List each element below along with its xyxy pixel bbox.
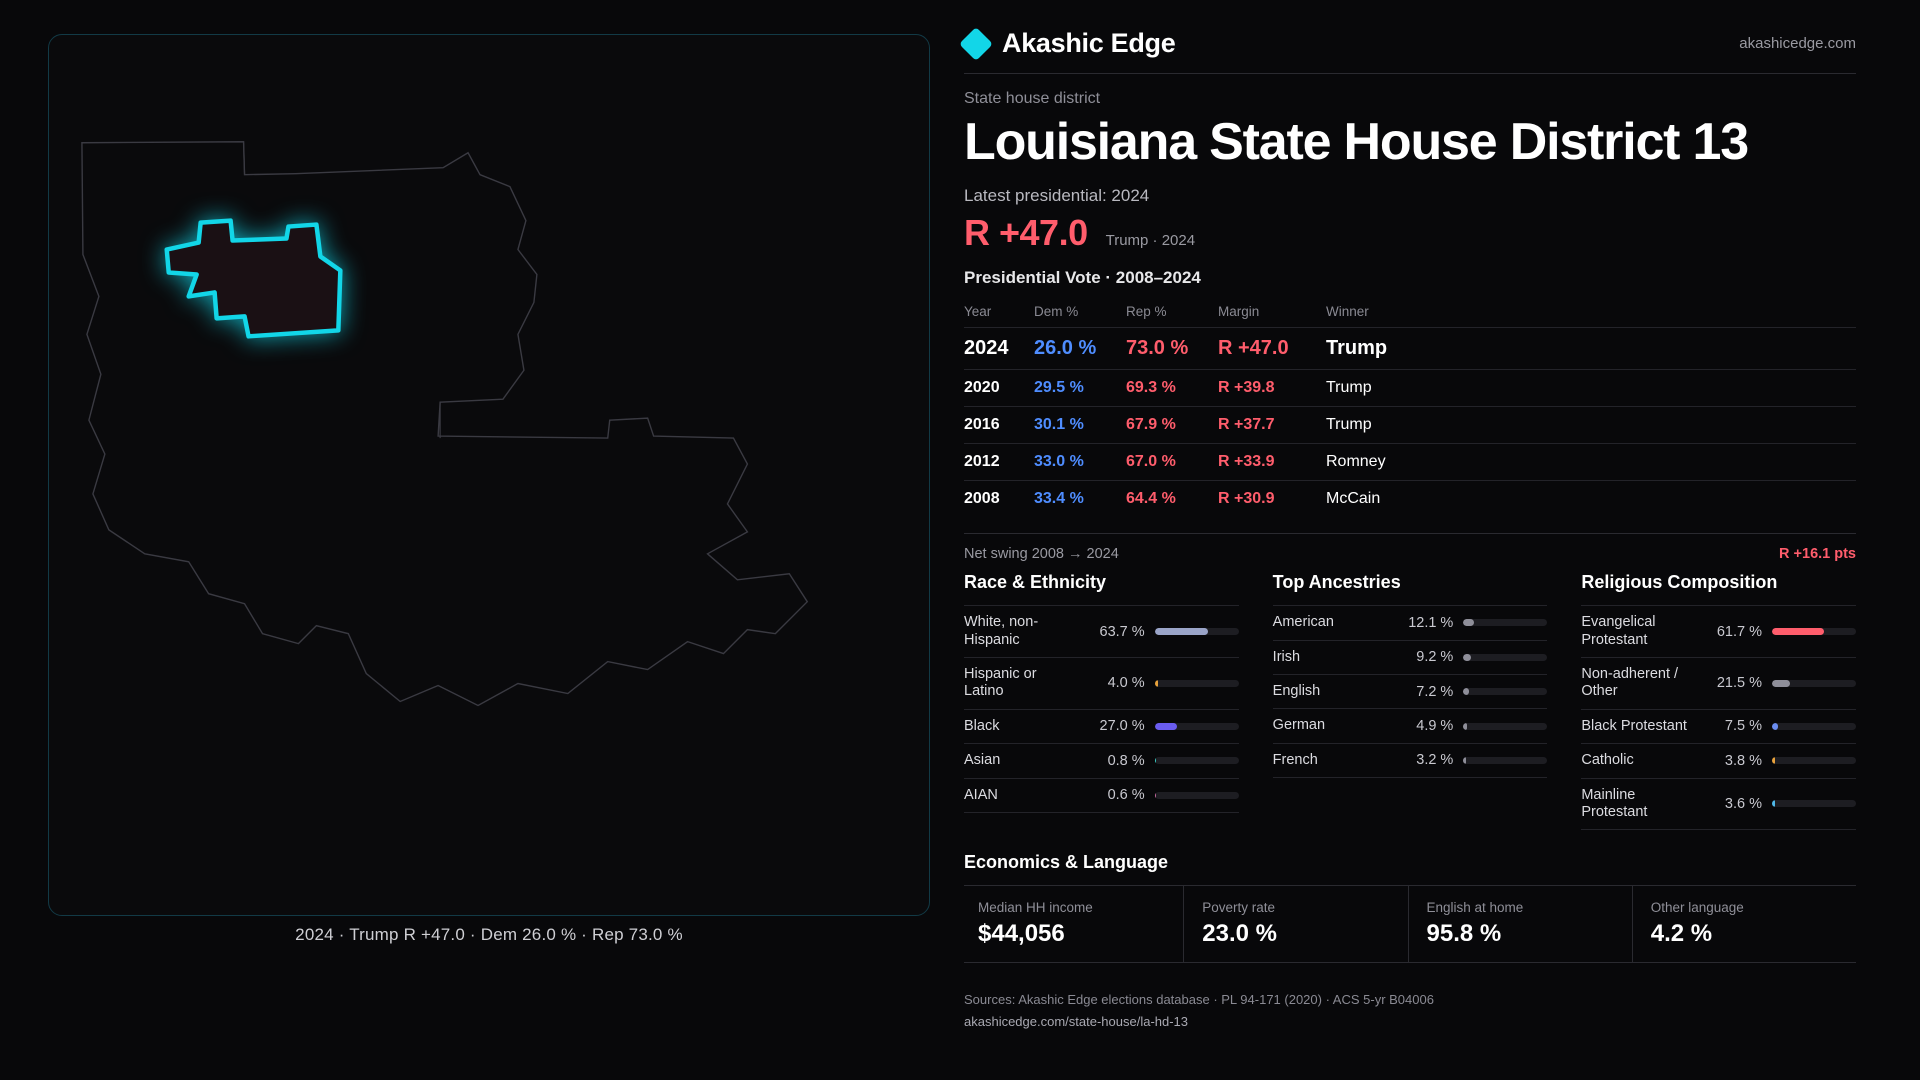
district-map-card[interactable]: [48, 34, 930, 916]
stat-row: [964, 710, 1239, 744]
net-swing-label: Net swing 2008 → 2024: [964, 546, 1119, 563]
page-kicker: State house district: [964, 90, 1101, 107]
table-row: [964, 370, 1856, 407]
econ-value: $44,056: [978, 920, 1065, 948]
stat-value: 12.1 %: [1408, 614, 1454, 631]
stat-label: Irish: [1272, 648, 1301, 665]
econ-label: Median HH income: [978, 900, 1093, 916]
table-row: [964, 328, 1856, 370]
stat-label: Non-adherent / Other: [1581, 665, 1679, 700]
map-caption: 2024 · Trump R +47.0 · Dem 26.0 % · Rep 73.0 %: [295, 925, 683, 944]
cell-winner: Trump: [1326, 328, 1856, 370]
stat-bar: [1772, 757, 1856, 764]
cell-rep: 64.4 %: [1126, 481, 1218, 518]
stat-label: French: [1272, 751, 1318, 768]
stat-value: 21.5 %: [1716, 675, 1763, 692]
stat-row: [1581, 744, 1856, 778]
stat-bar: [1155, 792, 1239, 799]
stat-value: 7.2 %: [1416, 683, 1454, 700]
stat-row: [964, 744, 1239, 778]
table-header-row: [964, 300, 1856, 328]
religion-rows: [1581, 605, 1856, 830]
table-row: [964, 407, 1856, 444]
stat-bar: [1155, 628, 1239, 635]
stat-bar: [1463, 619, 1547, 626]
headline-margin-value: R +47.0: [964, 212, 1088, 254]
stat-bar: [1463, 723, 1547, 730]
stat-label: English: [1272, 682, 1321, 699]
ancestries-column: [1273, 572, 1548, 830]
cell-margin: R +33.9: [1218, 444, 1326, 481]
net-swing-row: [964, 533, 1856, 562]
col-year: Year: [964, 304, 992, 320]
stat-value: 27.0 %: [1099, 718, 1145, 735]
table-row: [964, 481, 1856, 518]
stat-bar: [1155, 723, 1239, 730]
stat-row: [1581, 605, 1856, 658]
religion-title: Religious Composition: [1581, 572, 1778, 593]
econ-value: 4.2 %: [1650, 920, 1713, 948]
stat-row: [964, 779, 1239, 813]
stat-label: Evangelical Protestant: [1581, 614, 1656, 648]
col-dem: Dem %: [1034, 304, 1079, 320]
stat-label: Black: [964, 717, 1000, 734]
cell-dem: 29.5 %: [1034, 370, 1126, 407]
page-title: Louisiana State House District 13: [964, 113, 1748, 171]
econ-label: English at home: [1426, 900, 1524, 916]
cell-year: 2016: [964, 407, 1034, 444]
vote-section-title: Presidential Vote · 2008–2024: [964, 268, 1201, 288]
econ-label: Other language: [1650, 900, 1744, 916]
econ-cell: [964, 886, 1184, 962]
cell-winner: Trump: [1326, 407, 1856, 444]
stat-label: Black Protestant: [1581, 717, 1687, 734]
stat-label: Mainline Protestant: [1581, 786, 1648, 820]
louisiana-map-svg: [49, 35, 929, 915]
brand-name: Akashic Edge: [1002, 28, 1176, 58]
district-highlight-path: [167, 221, 341, 337]
headline-margin-row: [964, 212, 1856, 254]
econ-cell: [1409, 886, 1633, 962]
stat-value: 3.6 %: [1724, 795, 1763, 812]
stat-row: [1273, 709, 1548, 743]
sources-block: [964, 989, 1856, 1032]
cell-rep: 73.0 %: [1126, 328, 1218, 370]
stat-bar: [1463, 654, 1547, 661]
table-row: [964, 444, 1856, 481]
cell-year: 2012: [964, 444, 1034, 481]
brand-url: akashicedge.com: [1739, 35, 1856, 52]
cell-margin: R +39.8: [1218, 370, 1326, 407]
cell-year: 2024: [964, 328, 1034, 370]
economics-grid: [964, 885, 1856, 963]
state-outline-path: [82, 142, 807, 706]
economics-title: Economics & Language: [964, 852, 1169, 873]
headline-margin-sub: Trump · 2024: [1105, 232, 1196, 250]
cell-rep: 67.9 %: [1126, 407, 1218, 444]
stat-value: 3.8 %: [1724, 752, 1763, 769]
stat-bar: [1772, 800, 1856, 807]
cell-dem: 33.0 %: [1034, 444, 1126, 481]
stat-bar: [1772, 723, 1856, 730]
content-panel: [930, 0, 1920, 1080]
stat-value: 4.0 %: [1107, 675, 1145, 692]
cell-winner: McCain: [1326, 481, 1856, 518]
stat-value: 7.5 %: [1724, 718, 1763, 735]
stat-value: 9.2 %: [1416, 649, 1454, 666]
stat-value: 0.6 %: [1107, 787, 1145, 804]
sources-url[interactable]: akashicedge.com/state-house/la-hd-13: [964, 1013, 1189, 1029]
stat-label: AIAN: [964, 786, 998, 803]
cell-rep: 67.0 %: [1126, 444, 1218, 481]
stat-value: 4.9 %: [1416, 718, 1454, 735]
brand-bar: [964, 28, 1856, 74]
stat-row: [964, 605, 1239, 658]
cell-dem: 30.1 %: [1034, 407, 1126, 444]
map-panel: [0, 0, 930, 1080]
stat-bar: [1463, 757, 1547, 764]
col-rep: Rep %: [1126, 304, 1167, 320]
stat-label: German: [1272, 717, 1326, 734]
stat-row: [1273, 641, 1548, 675]
stat-bar: [1155, 680, 1239, 687]
stat-label: Catholic: [1581, 752, 1634, 769]
cell-rep: 69.3 %: [1126, 370, 1218, 407]
brand-left: [964, 28, 1175, 59]
ancestry-rows: [1273, 605, 1548, 778]
cell-dem: 26.0 %: [1034, 328, 1126, 370]
cell-winner: Trump: [1326, 370, 1856, 407]
stat-row: [1581, 658, 1856, 710]
cell-dem: 33.4 %: [1034, 481, 1126, 518]
stat-value: 0.8 %: [1107, 752, 1145, 769]
stat-row: [1273, 675, 1548, 709]
diamond-icon: [959, 27, 993, 61]
ancestries-title: Top Ancestries: [1272, 572, 1401, 593]
econ-value: 95.8 %: [1426, 920, 1502, 948]
cell-year: 2008: [964, 481, 1034, 518]
econ-label: Poverty rate: [1202, 900, 1276, 916]
presidential-vote-table: [964, 300, 1856, 517]
stat-row: [1273, 605, 1548, 640]
stat-value: 63.7 %: [1099, 623, 1145, 640]
demographics-grid: [964, 572, 1856, 830]
econ-value: 23.0 %: [1202, 920, 1277, 948]
stat-label: Asian: [964, 752, 1001, 769]
race-ethnicity-column: [964, 572, 1239, 830]
cell-margin: R +37.7: [1218, 407, 1326, 444]
cell-margin: R +47.0: [1218, 328, 1326, 370]
stat-label: Hispanic or Latino: [964, 665, 1037, 700]
col-margin: Margin: [1218, 304, 1260, 320]
stat-row: [1273, 744, 1548, 778]
stat-bar: [1772, 680, 1856, 687]
stat-value: 61.7 %: [1716, 623, 1763, 640]
stat-label: American: [1272, 614, 1334, 631]
cell-winner: Romney: [1326, 444, 1856, 481]
econ-cell: [1633, 886, 1856, 962]
stat-bar: [1463, 688, 1547, 695]
sources-line: Sources: Akashic Edge elections database · PL 94-171 (2020) · ACS 5-yr B04006: [964, 992, 1434, 1008]
race-title: Race & Ethnicity: [964, 572, 1107, 593]
stat-row: [1581, 779, 1856, 831]
stat-row: [964, 658, 1239, 710]
stat-label: White, non-Hispanic: [964, 614, 1039, 648]
stat-bar: [1772, 628, 1856, 635]
col-winner: Winner: [1326, 304, 1369, 320]
econ-cell: [1184, 886, 1408, 962]
latest-presidential-label: Latest presidential: 2024: [964, 186, 1150, 206]
cell-margin: R +30.9: [1218, 481, 1326, 518]
stat-value: 3.2 %: [1416, 752, 1454, 769]
stat-row: [1581, 710, 1856, 744]
net-swing-value: R +16.1 pts: [1779, 546, 1856, 563]
race-rows: [964, 605, 1239, 813]
stat-bar: [1155, 757, 1239, 764]
religion-column: [1581, 572, 1856, 830]
cell-year: 2020: [964, 370, 1034, 407]
